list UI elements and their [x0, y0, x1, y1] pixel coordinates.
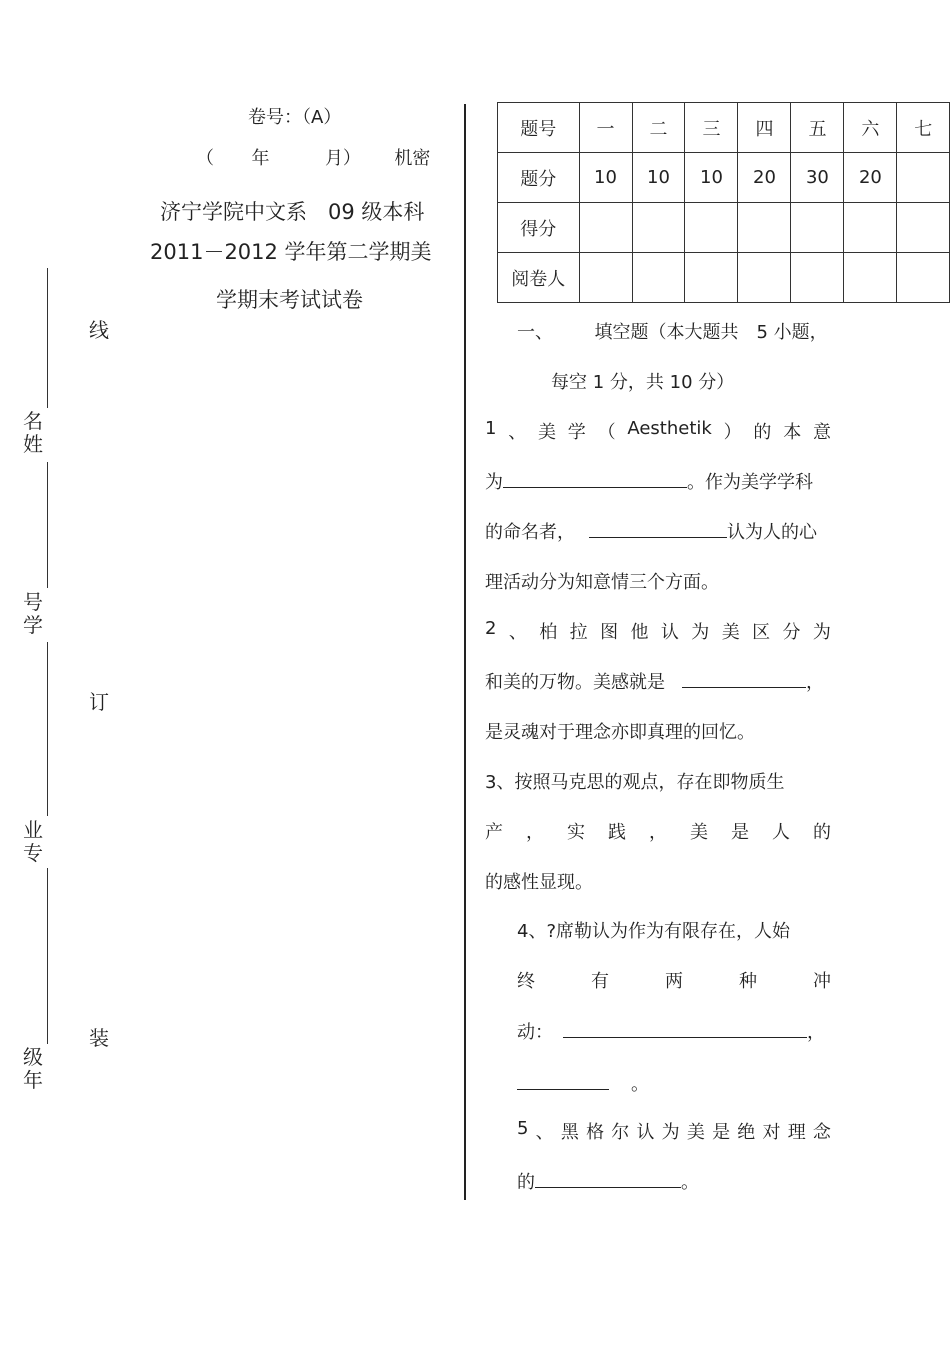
- q2-char: 2: [485, 618, 497, 639]
- score-input-cell[interactable]: [632, 203, 685, 253]
- q3-char: 产: [485, 822, 503, 843]
- section-heading: [517, 318, 828, 344]
- points-cell: 20: [738, 153, 791, 203]
- year-label: 年: [251, 148, 270, 169]
- points-cell: 20: [844, 153, 897, 203]
- q4-char: 种: [739, 971, 757, 992]
- q2-char: 、: [508, 622, 527, 643]
- exam-title-line2: 2011－2012 学年第二学期美: [150, 240, 432, 264]
- table-row: [498, 203, 950, 253]
- q2-char: 柏: [539, 622, 558, 643]
- q1-char: 学: [567, 422, 586, 443]
- grader-input-cell[interactable]: [632, 253, 685, 303]
- score-table: [497, 102, 950, 303]
- q1-char: Aesthetik: [627, 418, 712, 439]
- row-header: 题号: [498, 103, 580, 153]
- question-number-cell: 二: [632, 103, 685, 153]
- grader-input-cell[interactable]: [738, 253, 791, 303]
- q4-answer-blank-1[interactable]: [563, 1019, 807, 1038]
- q1-char: 、: [508, 422, 527, 443]
- q2-answer-blank[interactable]: [682, 669, 806, 688]
- grader-input-cell[interactable]: [844, 253, 897, 303]
- q1-line2: [485, 468, 813, 494]
- q5-char: 、: [535, 1122, 554, 1143]
- points-cell: 10: [579, 153, 632, 203]
- q5-text: 的: [517, 1172, 535, 1193]
- q2-char: 拉: [569, 622, 588, 643]
- q1-text: 。作为美学学科: [687, 472, 813, 493]
- binding-label-xian: 线: [89, 318, 109, 342]
- q5-char: 认: [636, 1122, 655, 1143]
- q5-char: 理: [787, 1122, 806, 1143]
- binding-label-zhuang: 装: [89, 1026, 109, 1050]
- q2-char: 区: [752, 622, 771, 643]
- q5-char: 格: [586, 1122, 605, 1143]
- q1-char: ）: [723, 422, 742, 443]
- question-number-cell: 七: [897, 103, 950, 153]
- q2-char: 为: [691, 622, 710, 643]
- q1-answer-blank-1[interactable]: [503, 469, 687, 488]
- q5-char: 念: [812, 1122, 831, 1143]
- side-label-major: 业专: [23, 818, 43, 865]
- q3-char: 美: [690, 822, 708, 843]
- side-line: [47, 868, 48, 1044]
- q2-line1: [485, 618, 831, 644]
- q3-line1: 3、按照马克思的观点，存在即物质生: [485, 772, 785, 793]
- q2-char: 为: [812, 622, 831, 643]
- question-number-cell: 一: [579, 103, 632, 153]
- q1-line3: [485, 518, 817, 544]
- score-input-cell[interactable]: [844, 203, 897, 253]
- q5-char: 5: [517, 1118, 529, 1139]
- q4-line2: [517, 967, 831, 993]
- q1-char: （: [597, 422, 616, 443]
- grader-input-cell[interactable]: [685, 253, 738, 303]
- q1-char: 美: [538, 422, 557, 443]
- score-input-cell[interactable]: [738, 203, 791, 253]
- q3-char: 人: [772, 822, 790, 843]
- page-divider: [464, 104, 466, 1200]
- q4-text: 动：: [517, 1022, 553, 1043]
- question-number-cell: 四: [738, 103, 791, 153]
- grader-input-cell[interactable]: [791, 253, 844, 303]
- q5-char: 是: [712, 1122, 731, 1143]
- q4-char: 有: [591, 971, 609, 992]
- q5-line2: [517, 1168, 699, 1194]
- q4-line4: [517, 1070, 649, 1096]
- q4-line3: [517, 1018, 825, 1044]
- table-row: [498, 253, 950, 303]
- q5-char: 尔: [611, 1122, 630, 1143]
- points-cell: 30: [791, 153, 844, 203]
- q2-line2: [485, 668, 824, 694]
- question-number-cell: 五: [791, 103, 844, 153]
- section-subheading: 每空 1 分，共 10 分）: [551, 372, 735, 393]
- points-cell: [897, 153, 950, 203]
- q1-char: 的: [753, 422, 772, 443]
- q5-char: 对: [762, 1122, 781, 1143]
- q4-char: 两: [665, 971, 683, 992]
- score-input-cell[interactable]: [791, 203, 844, 253]
- q5-char: 黑: [560, 1122, 579, 1143]
- grader-input-cell[interactable]: [579, 253, 632, 303]
- q1-char: 意: [812, 422, 831, 443]
- q4-text: 。: [631, 1074, 649, 1095]
- side-label-grade: 级年: [23, 1045, 43, 1092]
- side-line: [47, 268, 48, 408]
- q1-text: 为: [485, 472, 503, 493]
- q1-line1: [485, 418, 831, 444]
- month-label: 月）: [324, 148, 361, 169]
- q1-text: 的命名者，: [485, 522, 575, 543]
- q1-text: 认为人的心: [727, 522, 817, 543]
- q2-char: 认: [660, 622, 679, 643]
- row-header: 得分: [498, 203, 580, 253]
- q3-char: ，: [649, 822, 667, 843]
- q5-char: 绝: [737, 1122, 756, 1143]
- side-label-name: 名姓: [23, 409, 43, 456]
- q2-text: 和美的万物。美感就是: [485, 672, 665, 693]
- q2-char: 他: [630, 622, 649, 643]
- score-input-cell[interactable]: [579, 203, 632, 253]
- q2-line3: 是灵魂对于理念亦即真理的回忆。: [485, 722, 755, 743]
- secret-label: 机密: [394, 148, 431, 169]
- date-secret-line: [196, 144, 430, 170]
- q2-char: 美: [721, 622, 740, 643]
- q5-char: 美: [686, 1122, 705, 1143]
- q3-char: 践: [608, 822, 626, 843]
- q1-answer-blank-2[interactable]: [589, 519, 727, 538]
- q1-line4: 理活动分为知意情三个方面。: [485, 572, 719, 593]
- q4-char: 冲: [813, 971, 831, 992]
- q3-char: ，: [526, 822, 544, 843]
- table-row: [498, 153, 950, 203]
- q2-char: 分: [782, 622, 801, 643]
- side-line: [47, 462, 48, 588]
- q3-char: 实: [567, 822, 585, 843]
- exam-number: 卷号：（A）: [248, 107, 342, 128]
- binding-label-ding: 订: [89, 690, 109, 714]
- exam-title-line1: 济宁学院中文系 09 级本科: [160, 200, 425, 224]
- date-open: （: [196, 148, 214, 169]
- q5-line1: [517, 1118, 831, 1144]
- row-header: 阅卷人: [498, 253, 580, 303]
- score-input-cell[interactable]: [897, 203, 950, 253]
- q4-line1: 4、?席勒认为作为有限存在，人始: [517, 921, 791, 942]
- score-input-cell[interactable]: [685, 203, 738, 253]
- q5-answer-blank[interactable]: [535, 1169, 681, 1188]
- q2-text: ，: [806, 672, 824, 693]
- exam-title-line3: 学期末考试试卷: [216, 288, 363, 312]
- side-label-student-no: 号学: [23, 590, 43, 637]
- question-number-cell: 三: [685, 103, 738, 153]
- q3-line2: [485, 818, 831, 844]
- q1-char: 本: [783, 422, 802, 443]
- side-line: [47, 642, 48, 816]
- q2-char: 图: [600, 622, 619, 643]
- q4-char: 终: [517, 971, 535, 992]
- q4-text: ，: [807, 1022, 825, 1043]
- row-header: 题分: [498, 153, 580, 203]
- q3-char: 的: [813, 822, 831, 843]
- q3-char: 是: [731, 822, 749, 843]
- q1-char: 1: [485, 418, 497, 439]
- section-title: 填空题（本大题共 5 小题，: [594, 322, 828, 343]
- q4-answer-blank-2[interactable]: [517, 1071, 609, 1090]
- q3-line3: 的感性显现。: [485, 872, 593, 893]
- points-cell: 10: [632, 153, 685, 203]
- table-row: [498, 103, 950, 153]
- grader-input-cell[interactable]: [897, 253, 950, 303]
- q5-char: 为: [661, 1122, 680, 1143]
- section-number: 一、: [517, 322, 553, 343]
- question-number-cell: 六: [844, 103, 897, 153]
- q5-text: 。: [681, 1172, 699, 1193]
- points-cell: 10: [685, 153, 738, 203]
